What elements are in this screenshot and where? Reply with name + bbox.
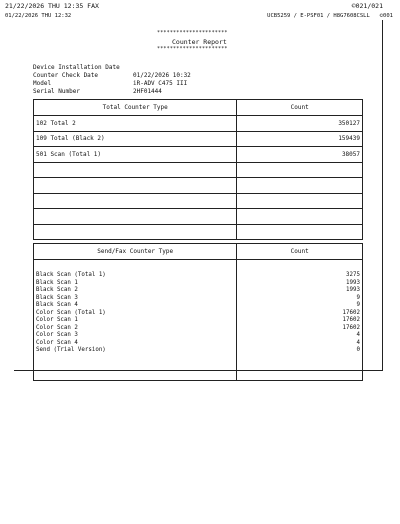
list-item-count: 4 [356, 339, 360, 346]
device-header-page: ©001 [379, 13, 393, 19]
report-title: Counter Report [172, 38, 227, 46]
column-header-count: Count [237, 244, 363, 260]
list-item: Send (Trial Version) [36, 347, 106, 353]
table-row [34, 224, 363, 240]
table-row [34, 147, 363, 163]
total-counter-table [33, 99, 363, 240]
list-item: Color Scan (Total 1) [36, 309, 106, 316]
column-header-count: Count [237, 100, 363, 116]
list-item-count: 1993 [346, 287, 360, 293]
table-row [34, 162, 363, 178]
list-item: Black Scan 2 [36, 287, 78, 293]
table-row [34, 116, 363, 132]
list-item-count: 9 [356, 294, 360, 301]
counter-count: 38057 [237, 147, 363, 163]
counter-type [34, 224, 237, 240]
info-label: Counter Check Date [33, 72, 99, 79]
info-label: Model [33, 80, 52, 87]
info-value: 01/22/2026 10:32 [133, 72, 191, 79]
column-header-type: Send/Fax Counter Type [34, 244, 237, 260]
counter-count [237, 224, 363, 240]
list-item-count: 0 [356, 347, 360, 353]
list-item-count: 17602 [342, 317, 360, 323]
counter-count [237, 162, 363, 178]
list-item: Color Scan 2 [36, 324, 78, 331]
stars-bottom: ********************** [157, 46, 228, 52]
counter-count [237, 178, 363, 194]
counter-type-list [34, 260, 237, 381]
counter-count-list [237, 260, 363, 381]
counter-type [34, 193, 237, 209]
list-item: Color Scan 1 [36, 317, 78, 323]
fax-header-timestamp: 21/22/2026 THU 12:35 FAX [5, 2, 99, 10]
list-item-count: 1993 [346, 279, 360, 286]
table-row [34, 131, 363, 147]
list-item: Black Scan (Total 1) [36, 272, 106, 278]
counter-type: 102 Total 2 [34, 116, 237, 132]
info-value: iR-ADV C475 III [133, 80, 188, 87]
stars-top: ********************** [157, 30, 228, 36]
counter-count [237, 193, 363, 209]
device-header-timestamp: 01/22/2026 THU 12:32 [5, 13, 72, 19]
table-row [34, 193, 363, 209]
list-item: Black Scan 4 [36, 302, 78, 308]
counter-count [237, 209, 363, 225]
table-header-row [34, 244, 363, 260]
info-row-check-date [33, 72, 233, 80]
table-row [34, 178, 363, 194]
table-header-row [34, 100, 363, 116]
fax-header-page: ©021/021 [351, 2, 383, 10]
column-header-type: Total Counter Type [34, 100, 237, 116]
list-item: Black Scan 1 [36, 279, 78, 286]
counter-type: 109 Total (Black 2) [34, 131, 237, 147]
list-item-count: 17602 [342, 309, 360, 316]
info-row-install-date [33, 64, 233, 72]
counter-type [34, 162, 237, 178]
info-row-model [33, 80, 233, 88]
list-item-count: 9 [356, 302, 360, 308]
list-item: Color Scan 4 [36, 339, 78, 346]
info-label: Serial Number [33, 88, 80, 95]
counter-type: 501 Scan (Total 1) [34, 147, 237, 163]
device-id: UCB5259 / E-PSF01 / H8G7608CSLL [267, 13, 370, 19]
list-item-count: 17602 [342, 324, 360, 331]
list-item-count: 3275 [346, 272, 360, 278]
counter-count: 159439 [237, 131, 363, 147]
counter-type [34, 178, 237, 194]
counter-count: 350127 [237, 116, 363, 132]
counter-type [34, 209, 237, 225]
table-body-row [34, 260, 363, 381]
info-row-serial [33, 88, 233, 96]
table-row [34, 209, 363, 225]
list-item: Color Scan 3 [36, 332, 78, 338]
list-item-count: 4 [356, 332, 360, 338]
info-label: Device Installation Date [33, 64, 120, 71]
device-header-id [267, 13, 393, 19]
list-item: Black Scan 3 [36, 294, 78, 301]
send-fax-counter-table [33, 243, 363, 381]
info-value: 2HF01444 [133, 88, 162, 95]
